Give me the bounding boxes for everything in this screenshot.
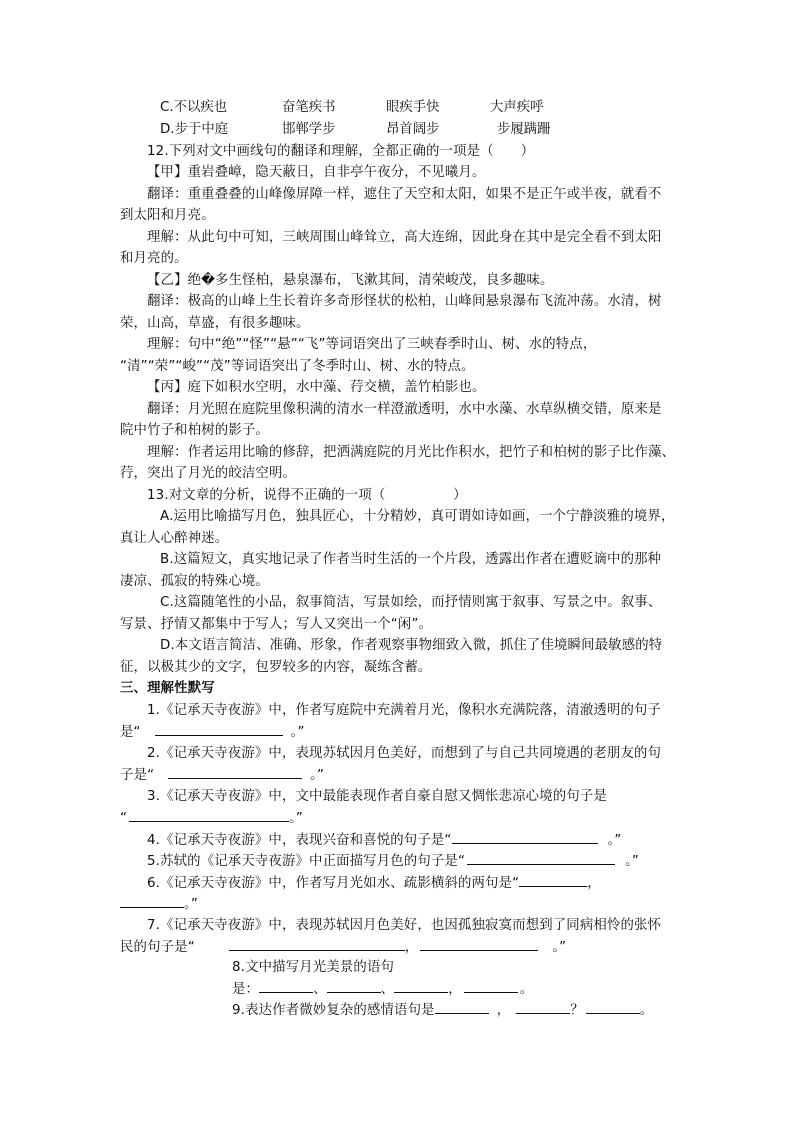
q9-sep-1: ， (496, 1003, 511, 1018)
q12-yi-translation: 翻译：极高的山峰上生长着许多奇形怪状的松柏，山峰间悬泉瀑布飞流冲荡。水清，树 (147, 294, 662, 309)
option-d-item-1: D.步于中庭 (160, 122, 229, 137)
q12-yi-understanding-cont: “清”“荣”“峻”“茂”等词语突出了冬季时山、树、水的特点。 (120, 359, 475, 374)
q12-bing-translation: 翻译：月光照在庭院里像积满的清水一样澄澈透明，水中水藻、水草纵横交错，原来是 (147, 402, 662, 417)
q8-blank-1[interactable] (259, 978, 313, 993)
q6-answer-line (120, 893, 198, 915)
q8-sep-2: 、 (380, 982, 395, 997)
q12-stem: 12.下列对文中画线句的翻译和理解，全都正确的一项是（ ） (147, 144, 535, 159)
q13-option-b: B.这篇短文，真实地记录了作者当时生活的一个片段，透露出作者在遭贬谪中的那种 (160, 552, 662, 567)
q9-prompt: 9.表达作者微妙复杂的感情语句是 (232, 1003, 435, 1018)
q7-answer-line (120, 936, 566, 958)
option-c-item-4: 大声疾呼 (490, 100, 544, 115)
q6-prompt: 6.《记承天寺夜游》中，作者写月光如水、疏影横斜的两句是“ (147, 876, 520, 891)
q6-blank-1[interactable] (519, 872, 587, 887)
q13-option-c: C.这篇随笔性的小品，叙事简洁，写景如绘，而抒情则寓于叙事、写景之中。叙事、 (160, 595, 662, 610)
q4-quote-close: 。” (607, 833, 622, 848)
q2-answer-line (120, 764, 324, 786)
q3-prompt: 3.《记承天寺夜游》中，文中最能表现作者自豪自慰又惆怅悲凉心境的句子是 (147, 789, 607, 804)
q12-yi: 【乙】绝�多生怪柏，悬泉瀑布，飞漱其间，清荣峻茂，良多趣味。 (147, 273, 554, 288)
q2-blank[interactable] (168, 764, 302, 779)
option-d-item-3: 昂首阔步 (386, 122, 440, 137)
q12-bing: 【丙】庭下如积水空明，水中藻、荇交横，盖竹柏影也。 (147, 380, 486, 395)
q2-quote-open: 子是“ (120, 768, 155, 783)
q9-sep-2: ？ (570, 1003, 584, 1018)
q1-quote-close: 。” (290, 725, 305, 740)
q13-option-b-cont: 凄凉、孤寂的特殊心境。 (120, 574, 269, 589)
q8-blank-4[interactable] (464, 978, 518, 993)
section-title: 三、理解性默写 (120, 681, 215, 696)
q6-comma: ， (587, 876, 601, 891)
q13-option-d-cont: 征，以极其少的文字，包罗较多的内容，凝练含蓄。 (120, 660, 432, 675)
q9-end: 。 (639, 1003, 654, 1018)
q8-answer-line (232, 978, 533, 1000)
q9-blank-2[interactable] (516, 999, 570, 1014)
q13-option-c-cont: 写景、抒情又都集中于写人；写人又突出一个“闲”。 (120, 617, 433, 632)
q12-jia-translation-cont: 到太阳和月亮。 (120, 208, 215, 223)
q6-quote-close: 。” (184, 897, 198, 912)
q9-line (232, 999, 653, 1021)
q4-prompt: 4.《记承天寺夜游》中，表现兴奋和喜悦的句子是“ (147, 833, 452, 848)
q9-blank-1[interactable] (435, 999, 489, 1014)
q12-yi-understanding: 理解：句中“绝”“怪”“悬”“飞”等词语突出了三峡春季时山、树、水的特点， (147, 337, 597, 352)
q7-prompt: 7.《记承天寺夜游》中，表现苏轼因月色美好，也因孤独寂寞而想到了同病相怜的张怀 (147, 918, 662, 933)
q7-quote-open: 民的句子是“ (120, 940, 195, 955)
q5-blank[interactable] (467, 850, 615, 865)
q13-option-a-cont: 真让人心醉神迷。 (120, 531, 229, 546)
q12-jia-understanding: 理解：从此句中可知，三峡周围山峰耸立，高大连绵，因此身在其中是完全看不到太阳 (147, 230, 662, 245)
q12-bing-understanding: 理解：作者运用比喻的修辞，把洒满庭院的月光比作积水，把竹子和柏树的影子比作藻、 (147, 445, 676, 460)
q6-blank-2[interactable] (120, 893, 184, 908)
q8-sep-3: ， (448, 982, 462, 997)
option-c-item-1: C.不以疾也 (160, 100, 228, 115)
q2-prompt: 2.《记承天寺夜游》中，表现苏轼因月色美好，而想到了与自己共同境遇的老朋友的句 (147, 746, 662, 761)
option-c-item-3: 眼疾手快 (386, 100, 440, 115)
q13-stem: 13.对文章的分析，说得不正确的一项（ ） (147, 488, 467, 503)
q3-quote-open: “ (120, 811, 128, 826)
q3-answer-line (120, 807, 303, 829)
q7-blank-2[interactable] (420, 936, 538, 951)
q13-option-d: D.本文语言简洁、准确、形象，作者观察事物细致入微，抓住了佳境瞬间最敏感的特 (160, 638, 663, 653)
q8-blank-2[interactable] (327, 978, 381, 993)
q1-answer-line (120, 721, 305, 743)
q8-blank-3[interactable] (394, 978, 448, 993)
q5-line (147, 850, 639, 872)
q1-prompt: 1.《记承天寺夜游》中，作者写庭院中充满着月光，像积水充满院落，清澈透明的句子 (147, 703, 662, 718)
q4-line (147, 829, 621, 851)
q4-blank[interactable] (452, 829, 598, 844)
q8-prompt: 8.文中描写月光美景的语句 (232, 960, 395, 975)
q8-lead: 是： (232, 982, 260, 997)
q1-quote-open: 是“ (120, 725, 141, 740)
q12-bing-understanding-cont: 荇，突出了月光的皎洁空明。 (120, 466, 297, 481)
option-c-item-2: 奋笔疾书 (282, 100, 336, 115)
q3-quote-close: 。” (289, 811, 304, 826)
q7-quote-close: 。” (552, 940, 567, 955)
option-d-item-4: 步履蹒跚 (497, 122, 551, 137)
q12-jia-understanding-cont: 和月亮的。 (120, 251, 188, 266)
q12-bing-translation-cont: 院中竹子和柏树的影子。 (120, 423, 269, 438)
q7-blank-1[interactable] (229, 936, 405, 951)
q5-quote-close: 。” (625, 854, 639, 869)
q8-sep-1: 、 (313, 982, 327, 997)
q6-line (147, 872, 601, 894)
q12-jia-translation: 翻译：重重叠叠的山峰像屏障一样，遮住了天空和太阳，如果不是正午或半夜，就看不 (147, 187, 662, 202)
q2-quote-close: 。” (310, 768, 325, 783)
q5-prompt: 5.苏轼的《记承天寺夜游》中正面描写月色的句子是“ (147, 854, 466, 869)
q8-end: 。 (519, 982, 534, 997)
option-d-item-2: 邯郸学步 (282, 122, 336, 137)
q12-yi-translation-cont: 荣，山高，草盛，有很多趣味。 (120, 316, 310, 331)
q13-option-a: A.运用比喻描写月色，独具匠心，十分精妙，真可谓如诗如画，一个宁静淡雅的境界， (160, 509, 675, 524)
q1-blank[interactable] (155, 721, 283, 736)
q12-jia: 【甲】重岩叠嶂，隐天蔽日，自非亭午夜分，不见曦月。 (147, 165, 486, 180)
q7-comma: ， (404, 940, 419, 955)
q9-blank-3[interactable] (586, 999, 640, 1014)
q3-blank[interactable] (129, 807, 289, 822)
